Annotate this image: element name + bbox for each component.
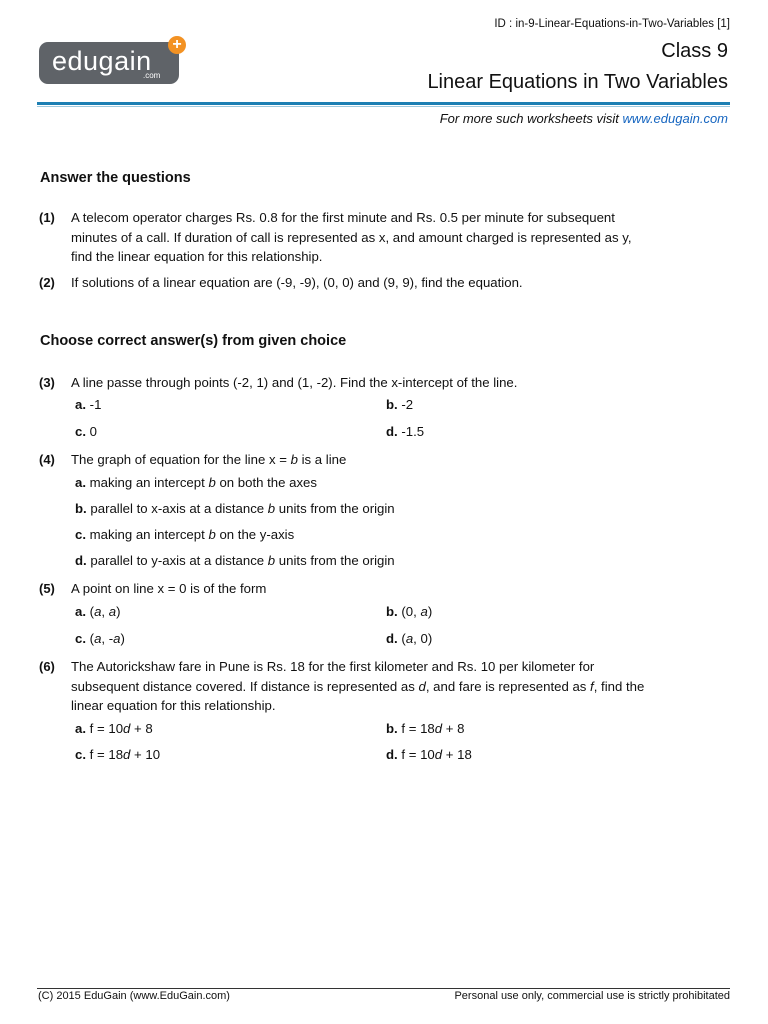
promo-line [440, 111, 728, 126]
variable: d [434, 747, 443, 762]
option-key: a. [75, 475, 86, 490]
text-part: subsequent distance covered. If distance is represented as [71, 678, 419, 694]
question-line: find the linear equation for this relationship. [71, 249, 323, 264]
option-b[interactable] [386, 721, 465, 736]
header-divider-light [37, 106, 730, 107]
option-key: a. [75, 721, 86, 736]
variable: d [434, 721, 443, 736]
variable: d [418, 678, 426, 694]
option-text: -2 [401, 397, 414, 412]
text-part: (0, [401, 604, 421, 619]
variable: a [113, 631, 121, 646]
document-id: ID : in-9-Linear-Equations-in-Two-Variables [1] [494, 18, 730, 30]
option-a[interactable] [75, 604, 121, 619]
question-number: (3) [39, 375, 55, 390]
question-line [71, 677, 711, 697]
edugain-logo[interactable] [39, 38, 186, 86]
option-c[interactable] [75, 747, 160, 762]
text-part: ( [89, 631, 95, 646]
text-part: f = 10 [401, 747, 435, 762]
option-b[interactable] [75, 501, 395, 516]
text-part: ) [116, 604, 121, 619]
option-key: c. [75, 424, 86, 439]
question-text: A point on line x = 0 is of the form [71, 581, 267, 596]
variable: d [123, 721, 131, 736]
text-part: , and fare is represented as [425, 678, 591, 694]
option-key: b. [75, 501, 87, 516]
class-title: Class 9 [661, 40, 728, 62]
question-text [71, 208, 711, 267]
text-part: + 18 [442, 747, 472, 762]
option-c[interactable] [75, 527, 294, 542]
promo-text: For more such worksheets visit [439, 111, 623, 126]
footer-usage-note: Personal use only, commercial use is strictly prohibitated [454, 990, 730, 1002]
text-part: units from the origin [275, 553, 395, 568]
question-line: linear equation for this relationship. [71, 698, 276, 713]
option-a[interactable] [75, 475, 317, 490]
option-text: 0 [89, 424, 98, 439]
question-text [71, 657, 711, 716]
option-key: b. [386, 397, 398, 412]
text-part: + 10 [130, 747, 161, 762]
text-part: ) [120, 631, 125, 646]
variable: a [108, 604, 117, 619]
text-part: ) [427, 604, 433, 619]
section-title-choice: Choose correct answer(s) from given choice [40, 333, 347, 349]
variable: a [94, 604, 102, 619]
option-text: -1.5 [401, 424, 425, 439]
option-key: c. [75, 631, 86, 646]
question-number: (4) [39, 452, 55, 467]
option-key: b. [386, 721, 398, 736]
text-part: on the y-axis [215, 527, 295, 542]
topic-title: Linear Equations in Two Variables [427, 71, 728, 93]
variable: b [208, 475, 216, 490]
text-part: f = 18 [401, 721, 435, 736]
option-d[interactable] [386, 747, 472, 762]
option-d[interactable] [386, 424, 424, 439]
question-text [71, 273, 711, 293]
text-part: making an intercept [89, 527, 209, 542]
option-key: b. [386, 604, 398, 619]
text-part: , 0) [413, 631, 433, 646]
question-number: (6) [39, 659, 55, 674]
question-line: The Autorickshaw fare in Pune is Rs. 18 for the first kilometer and Rs. 10 per kilometer for [71, 659, 595, 674]
plus-icon: + [168, 36, 186, 54]
logo-suffix: .com [143, 71, 161, 80]
question-text: A line passe through points (-2, 1) and (1, -2). Find the x-intercept of the line. [71, 375, 518, 390]
text-part: , [101, 604, 109, 619]
option-d[interactable] [75, 553, 395, 568]
variable: d [123, 747, 131, 762]
text-part: units from the origin [275, 501, 395, 516]
variable: a [94, 631, 102, 646]
variable: a [420, 604, 428, 619]
option-key: c. [75, 527, 86, 542]
text-part: on both the axes [215, 475, 317, 490]
option-key: a. [75, 604, 86, 619]
header-divider [37, 102, 730, 105]
option-key: d. [386, 631, 398, 646]
text-part: , find the [593, 678, 645, 694]
option-text: -1 [89, 397, 102, 412]
text-part: parallel to x-axis at a distance [90, 501, 268, 516]
option-b[interactable] [386, 397, 413, 412]
variable: a [405, 631, 414, 646]
option-key: a. [75, 397, 86, 412]
question-line: minutes of a call. If duration of call is represented as x, and amount charged is represented as y, [71, 229, 632, 245]
question-line: A telecom operator charges Rs. 0.8 for the first minute and Rs. 0.5 per minute for subsequent [71, 210, 615, 225]
variable: b [267, 553, 276, 568]
question-number: (2) [39, 275, 55, 290]
text-part: ( [89, 604, 95, 619]
option-a[interactable] [75, 397, 101, 412]
text-part: The graph of equation for the line x = [71, 452, 291, 467]
variable: f [590, 678, 594, 694]
footer-divider [37, 988, 730, 989]
option-key: d. [75, 553, 87, 568]
section-title-answer: Answer the questions [40, 170, 191, 186]
text-part: , - [101, 631, 114, 646]
question-number: (1) [39, 210, 55, 225]
option-c[interactable] [75, 631, 125, 646]
option-d[interactable] [386, 631, 432, 646]
footer-copyright: (C) 2015 EduGain (www.EduGain.com) [38, 990, 230, 1002]
text-part: is a line [297, 452, 347, 467]
text-part: + 8 [442, 721, 465, 736]
logo-text: edugain [52, 46, 152, 76]
text-part: ( [401, 631, 406, 646]
option-key: c. [75, 747, 86, 762]
text-part: f = 18 [89, 747, 124, 762]
text-part: f = 10 [89, 721, 124, 736]
option-c[interactable] [75, 424, 97, 439]
variable: b [208, 527, 216, 542]
promo-link[interactable]: www.edugain.com [622, 111, 728, 126]
option-key: d. [386, 747, 398, 762]
question-line: If solutions of a linear equation are (-9, -9), (0, 0) and (9, 9), find the equation. [71, 275, 523, 290]
option-key: d. [386, 424, 398, 439]
variable: b [290, 452, 298, 467]
text-part: making an intercept [89, 475, 209, 490]
option-a[interactable] [75, 721, 153, 736]
text-part: parallel to y-axis at a distance [90, 553, 268, 568]
text-part: + 8 [130, 721, 153, 736]
variable: b [267, 501, 276, 516]
question-number: (5) [39, 581, 55, 596]
question-text [71, 450, 711, 470]
option-b[interactable] [386, 604, 432, 619]
